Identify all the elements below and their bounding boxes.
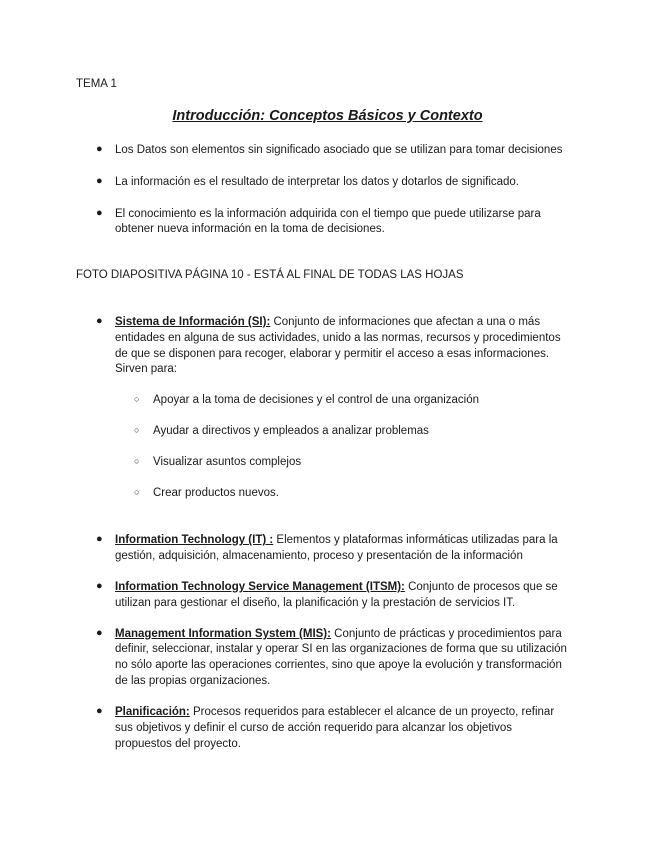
bullet-icon: ● — [96, 705, 103, 717]
mis-definition-line1 — [115, 626, 562, 642]
si-definition-line3: de que se disponen para recoger, elaborar y permitir el acceso a esas informaciones. — [115, 348, 550, 360]
si-text: Conjunto de informaciones que afectan a una o más — [270, 316, 541, 328]
mis-definition-line2: definir, seleccionar, instalar y operar SI en las organizaciones de forma que su utilización — [115, 643, 567, 655]
list-item-conocimiento-line1: El conocimiento es la información adquirida con el tiempo que puede utilizarse para — [115, 208, 541, 220]
circle-bullet-icon: ○ — [134, 394, 140, 404]
bullet-icon: ● — [96, 315, 103, 327]
it-text: Elementos y plataformas informáticas utilizadas para la — [273, 534, 558, 546]
si-term: Sistema de Información (SI): — [115, 316, 271, 328]
section-label: TEMA 1 — [76, 78, 117, 90]
it-definition-line2: gestión, adquisición, almacenamiento, proceso y presentación de la información — [115, 550, 523, 562]
circle-bullet-icon: ○ — [134, 456, 140, 466]
plan-definition-line2: sus objetivos y definir el curso de acción requerido para alcanzar los objetivos — [115, 722, 512, 734]
bullet-icon: ● — [96, 175, 103, 187]
plan-term: Planificación: — [115, 706, 190, 718]
mis-text: Conjunto de prácticas y procedimientos para — [330, 628, 562, 640]
itsm-definition-line1 — [115, 579, 558, 595]
mis-definition-line4: de las propias organizaciones. — [115, 675, 271, 687]
si-sub-item: Visualizar asuntos complejos — [153, 456, 302, 468]
list-item-datos: Los Datos son elementos sin significado asociado que se utilizan para tomar decisiones — [115, 144, 563, 156]
it-definition-line1 — [115, 532, 558, 548]
plan-definition-line3: propuestos del proyecto. — [115, 738, 241, 750]
page-title: Introducción: Conceptos Básicos y Contexto — [172, 108, 483, 124]
bullet-icon: ● — [96, 207, 103, 219]
si-sub-item: Ayudar a directivos y empleados a analizar problemas — [153, 425, 429, 437]
bullet-icon: ● — [96, 143, 103, 155]
list-item-conocimiento-line2: obtener nueva información en la toma de decisiones. — [115, 223, 385, 235]
si-definition-line1 — [115, 314, 540, 330]
itsm-definition-line2: utilizan para gestionar el diseño, la planificación y la prestación de servicios IT. — [115, 597, 516, 609]
plan-definition-line1 — [115, 704, 554, 720]
circle-bullet-icon: ○ — [134, 425, 140, 435]
circle-bullet-icon: ○ — [134, 487, 140, 497]
plan-text: Procesos requeridos para establecer el alcance de un proyecto, refinar — [189, 706, 555, 718]
itsm-term: Information Technology Service Management (ITSM): — [115, 581, 405, 593]
mis-term: Management Information System (MIS): — [115, 628, 331, 640]
itsm-text: Conjunto de procesos que se — [404, 581, 558, 593]
list-item-informacion: La información es el resultado de interpretar los datos y dotarlos de significado. — [115, 176, 520, 188]
si-definition-line2: entidades en alguna de sus actividades, unido a las normas, recursos y procedimientos — [115, 332, 561, 344]
mis-definition-line3: no sólo aporte las operaciones corrientes, sino que apoye la evolución y transformación — [115, 659, 562, 671]
bullet-icon: ● — [96, 627, 103, 639]
it-term: Information Technology (IT) : — [115, 534, 274, 546]
si-sub-item: Apoyar a la toma de decisiones y el control de una organización — [153, 394, 480, 406]
si-definition-line4: Sirven para: — [115, 363, 178, 375]
bullet-icon: ● — [96, 533, 103, 545]
bullet-icon: ● — [96, 580, 103, 592]
slide-note: FOTO DIAPOSITIVA PÁGINA 10 - ESTÁ AL FINAL DE TODAS LAS HOJAS — [76, 269, 464, 281]
si-sub-item: Crear productos nuevos. — [153, 487, 279, 499]
